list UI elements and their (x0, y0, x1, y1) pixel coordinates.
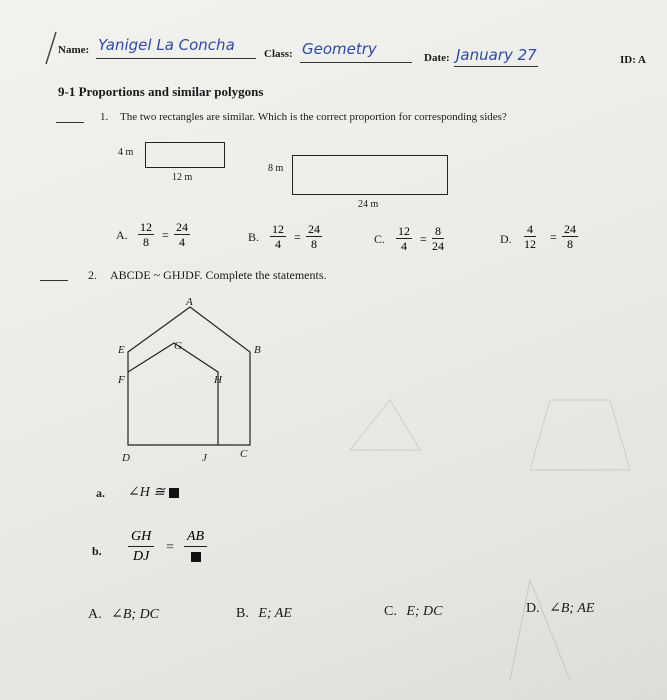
fraction-numerator: GH (128, 528, 154, 547)
small-rect-height-label: 4 m (118, 147, 134, 158)
vertex-d-label: D (122, 452, 130, 464)
q2-text: ABCDE ~ GHJDF. Complete the statements. (110, 268, 327, 282)
date-value: January 27 (456, 46, 537, 64)
q1-choice-b-right-fraction (306, 222, 322, 252)
pentagon-abcde (128, 307, 250, 445)
q1-choice-c-left-fraction (396, 224, 412, 254)
part-b-left-fraction (128, 528, 154, 567)
worksheet-title: 9-1 Proportions and similar polygons (58, 84, 264, 99)
fraction-denominator: 12 (524, 237, 536, 251)
q1-choice-a-left-fraction (138, 220, 154, 250)
fraction-denominator: 8 (567, 237, 573, 251)
vertex-e-label: E (118, 344, 125, 356)
date-line (454, 66, 538, 67)
small-rect-width-label: 12 m (172, 172, 193, 183)
fraction-denominator: 4 (179, 235, 185, 249)
fraction-denominator: 4 (401, 239, 407, 253)
choice-text: E; DC (406, 604, 443, 619)
q2-number: 2. (88, 268, 97, 282)
choice-letter: A. (88, 607, 102, 622)
large-rectangle (292, 155, 448, 195)
q1-choice-a-right-fraction (174, 220, 190, 250)
vertex-a-label: A (186, 296, 193, 308)
fraction-numerator: 12 (140, 220, 152, 234)
fraction-numerator: 24 (564, 222, 576, 236)
q1-choice-d-right-fraction (562, 222, 578, 252)
id-label: ID: A (620, 54, 646, 66)
similar-pentagons-figure (100, 295, 280, 475)
class-value: Geometry (302, 40, 377, 58)
q2-choice-a[interactable] (88, 606, 159, 623)
q2-choice-b[interactable] (236, 606, 292, 622)
q1-choice-b-left-fraction (270, 222, 286, 252)
q1-choice-b-letter[interactable]: B. (248, 230, 260, 244)
vertex-g-label: G (174, 340, 182, 352)
q1-text: The two rectangles are similar. Which is the correct proportion for corresponding sides? (120, 111, 507, 123)
choice-text: ∠B; AE (549, 601, 595, 616)
choice-text: ∠B; DC (111, 607, 160, 622)
fraction-denominator: 8 (311, 237, 317, 251)
large-rect-height-label: 8 m (268, 163, 284, 174)
part-b-label: b. (92, 544, 102, 558)
fraction-numerator: 8 (432, 224, 444, 239)
part-a-text: ∠H ≅ (128, 485, 166, 500)
part-a-statement (128, 484, 179, 501)
fraction-numerator: 12 (398, 224, 410, 238)
fraction-numerator: 12 (272, 222, 284, 236)
vertex-h-label: H (214, 374, 222, 386)
date-label: Date: (424, 52, 450, 64)
equals-sign: = (162, 228, 169, 242)
q1-choice-d-letter[interactable]: D. (500, 232, 512, 246)
q1-number: 1. (100, 111, 109, 123)
choice-letter: B. (236, 606, 249, 621)
equals-sign: = (294, 230, 301, 244)
q1-choice-c-right-fraction (432, 224, 444, 254)
choice-letter: C. (384, 604, 397, 619)
pentagon-ghjdf (128, 343, 218, 445)
vertex-b-label: B (254, 344, 261, 356)
fraction-denominator: 24 (432, 239, 444, 253)
choice-letter: D. (526, 601, 540, 616)
name-value: Yanigel La Concha (98, 36, 235, 54)
equals-sign: = (166, 540, 174, 555)
vertex-c-label: C (240, 448, 248, 460)
bleed-through-shapes (330, 380, 650, 680)
part-a-label: a. (96, 486, 105, 500)
large-rect-width-label: 24 m (358, 199, 379, 210)
fraction-denominator: 8 (143, 235, 149, 249)
fraction-numerator: 24 (176, 220, 188, 234)
q1-choice-c-letter[interactable]: C. (374, 232, 386, 246)
choice-text: E; AE (258, 606, 292, 621)
part-a-answer-box[interactable] (169, 488, 179, 498)
vertex-f-label: F (118, 374, 125, 386)
name-label: Name: (58, 44, 90, 56)
margin-pen-mark (40, 30, 60, 70)
fraction-denominator-box[interactable] (184, 547, 207, 567)
fraction-numerator: 24 (308, 222, 320, 236)
name-line (96, 58, 256, 59)
part-b-right-fraction (184, 528, 207, 567)
fraction-denominator: 4 (275, 237, 281, 251)
vertex-j-label: J (202, 452, 207, 464)
fraction-numerator: 4 (524, 222, 536, 237)
class-line (300, 62, 412, 63)
fraction-denominator: DJ (132, 549, 150, 564)
class-label: Class: (264, 48, 293, 60)
small-rectangle (145, 142, 225, 168)
q1-answer-blank[interactable] (56, 122, 84, 123)
q1-choice-a-letter[interactable]: A. (116, 228, 128, 242)
equals-sign: = (420, 232, 427, 246)
q2-answer-blank[interactable] (40, 280, 68, 281)
fraction-numerator: AB (184, 528, 207, 547)
q1-choice-d-left-fraction (524, 222, 536, 252)
equals-sign: = (550, 230, 557, 244)
